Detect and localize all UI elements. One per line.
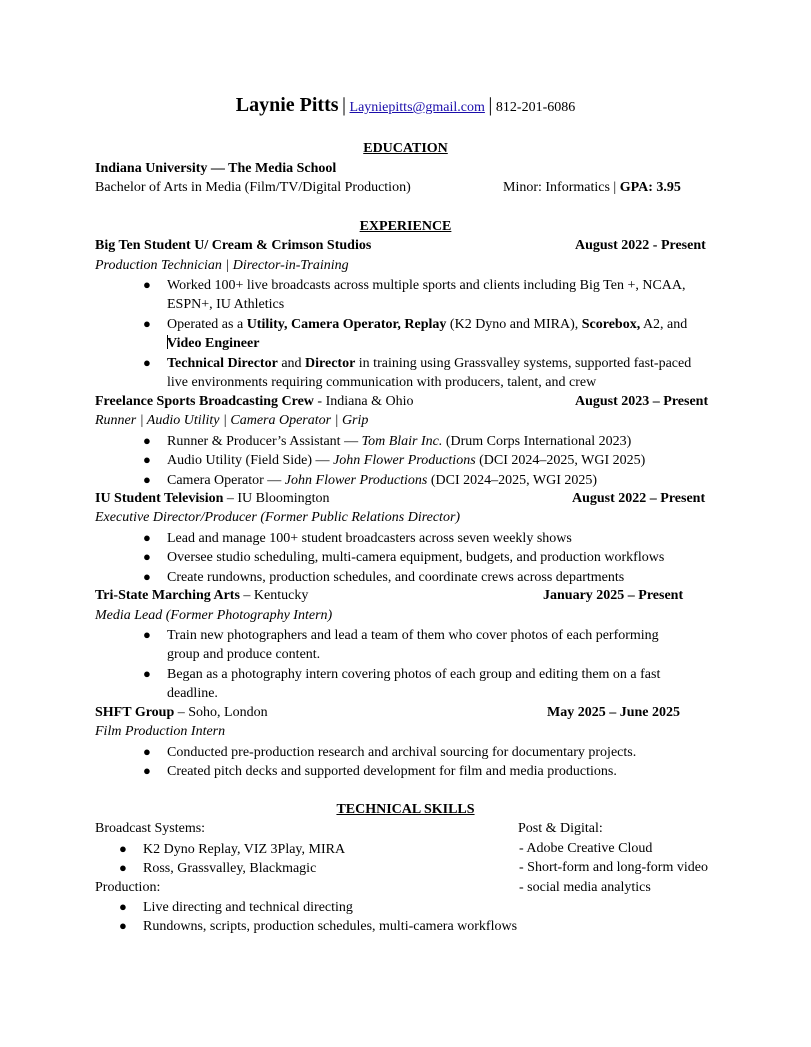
bullet-icon: ●	[143, 569, 151, 584]
text-run: A2, and	[640, 317, 688, 332]
text-run: Operated as a	[167, 317, 247, 332]
bullet-icon: ●	[143, 316, 151, 331]
text-run: Runner & Producer’s Assistant —	[167, 434, 362, 449]
broadcast-label: Broadcast Systems:	[95, 821, 206, 836]
job-date: August 2022 – Present	[572, 491, 706, 506]
text-run: SHFT Group	[95, 705, 175, 720]
job-bullet: Created pitch decks and supported development for film and media productions.	[167, 764, 617, 779]
production-label: Production:	[95, 880, 161, 895]
school-name: Indiana University — The Media School	[95, 161, 337, 176]
bullet-line	[167, 334, 687, 353]
job-role: Media Lead (Former Photography Intern)	[95, 608, 333, 623]
bullet-icon: ●	[143, 472, 151, 487]
text-run: in training using Grassvalley systems, supported fast-paced	[355, 356, 692, 371]
job-bullet	[167, 276, 686, 314]
skill-item: Rundowns, scripts, production schedules, multi-camera workflows	[143, 919, 518, 934]
skill-item: - social media analytics	[519, 880, 651, 895]
candidate-name: Laynie Pitts	[235, 94, 339, 116]
text-run: Director	[305, 356, 356, 371]
text-run: Utility, Camera Operator, Replay	[246, 317, 447, 332]
job-bullet	[167, 354, 691, 392]
skill-item: - Adobe Creative Cloud	[519, 841, 653, 856]
bullet-line: Train new photographers and lead a team of them who cover photos of each performing	[167, 628, 659, 643]
bullet-icon: ●	[143, 627, 151, 642]
job-date: January 2025 – Present	[543, 588, 684, 603]
text-run: Tom Blair Inc.	[361, 434, 443, 449]
text-run: (Drum Corps International 2023)	[442, 434, 632, 449]
minor: Minor: Informatics |	[503, 180, 620, 195]
job-date: August 2023 – Present	[575, 394, 709, 409]
job-bullet	[167, 315, 687, 353]
header-separator: |	[342, 94, 347, 116]
text-run: Audio Utility (Field Side) —	[167, 453, 334, 468]
gpa: GPA: 3.95	[619, 180, 681, 195]
job-location: – Kentucky	[239, 588, 309, 603]
text-run: and	[277, 356, 306, 371]
bullet-line	[167, 315, 687, 334]
text-run: Video Engineer	[167, 336, 260, 351]
job-bullet	[167, 432, 631, 451]
bullet-icon: ●	[143, 277, 151, 292]
text-run: Freelance Sports Broadcasting Crew	[95, 394, 314, 409]
bullet-icon: ●	[143, 355, 151, 370]
bullet-icon: ●	[143, 666, 151, 681]
job-org	[95, 393, 413, 411]
bullet-line: live environments requiring communication with producers, talent, and crew	[167, 375, 597, 390]
header-separator: |	[488, 94, 493, 116]
job-bullet	[167, 665, 660, 703]
text-run: Scorebox,	[581, 317, 641, 332]
job-role: Film Production Intern	[95, 724, 226, 739]
text-run: IU Student Television	[95, 491, 224, 506]
job-location: – IU Bloomington	[223, 491, 330, 506]
education-heading: EDUCATION	[363, 141, 448, 156]
job-org: Big Ten Student U/ Cream & Crimson Studios	[95, 238, 372, 253]
text-run: Technical Director	[167, 356, 278, 371]
text-run: Tri-State Marching Arts	[95, 588, 240, 603]
bullet-line	[167, 354, 691, 373]
bullet-icon: ●	[143, 549, 151, 564]
text-run: Camera Operator —	[167, 473, 285, 488]
text-run: (DCI 2024–2025, WGI 2025)	[475, 453, 646, 468]
skill-item: Ross, Grassvalley, Blackmagic	[143, 861, 317, 876]
bullet-line: ESPN+, IU Athletics	[167, 297, 285, 312]
degree: Bachelor of Arts in Media (Film/TV/Digital Production)	[95, 180, 411, 195]
job-org	[95, 704, 268, 722]
job-bullet: Oversee studio scheduling, multi-camera equipment, budgets, and production workflows	[167, 550, 665, 565]
experience-heading: EXPERIENCE	[359, 219, 452, 234]
bullet-icon: ●	[143, 530, 151, 545]
bullet-line: Began as a photography intern covering photos of each group and editing them on a fast	[167, 667, 661, 682]
job-role: Executive Director/Producer (Former Public Relations Director)	[95, 510, 461, 525]
job-bullet: Conducted pre-production research and archival sourcing for documentary projects.	[167, 745, 637, 760]
job-bullet: Create rundowns, production schedules, and coordinate crews across departments	[167, 570, 625, 585]
job-location: – Soho, London	[174, 705, 268, 720]
text-run: John Flower Productions	[284, 473, 428, 488]
job-bullet	[167, 451, 645, 470]
email-link[interactable]: Layniepitts@gmail.com	[349, 100, 485, 115]
job-org	[95, 587, 308, 605]
header	[0, 94, 811, 117]
bullet-icon: ●	[119, 860, 127, 875]
job-bullet	[167, 471, 597, 490]
bullet-line: deadline.	[167, 686, 218, 701]
bullet-icon: ●	[143, 452, 151, 467]
job-role: Production Technician | Director-in-Training	[95, 258, 349, 273]
skill-item: - Short-form and long-form video	[519, 860, 708, 875]
job-org	[95, 490, 330, 508]
bullet-line: Worked 100+ live broadcasts across multiple sports and clients including Big Ten +, NCAA,	[167, 278, 686, 293]
post-digital-label: Post & Digital:	[518, 821, 603, 836]
bullet-icon: ●	[119, 841, 127, 856]
bullet-icon: ●	[119, 918, 127, 933]
text-run: John Flower Productions	[333, 453, 476, 468]
job-role: Runner | Audio Utility | Camera Operator | Grip	[95, 413, 369, 428]
phone-number: 812-201-6086	[495, 100, 576, 115]
bullet-icon: ●	[119, 899, 127, 914]
skill-item: Live directing and technical directing	[143, 900, 353, 915]
minor-gpa	[503, 179, 681, 197]
job-date: August 2022 - Present	[575, 238, 706, 253]
bullet-icon: ●	[143, 433, 151, 448]
bullet-line: group and produce content.	[167, 647, 321, 662]
job-bullet	[167, 626, 659, 664]
skill-item: K2 Dyno Replay, VIZ 3Play, MIRA	[143, 842, 346, 857]
job-date: May 2025 – June 2025	[547, 705, 680, 720]
bullet-icon: ●	[143, 744, 151, 759]
text-run: (K2 Dyno and MIRA),	[446, 317, 582, 332]
job-location: - Indiana & Ohio	[313, 394, 414, 409]
text-run: (DCI 2024–2025, WGI 2025)	[427, 473, 598, 488]
skills-heading: TECHNICAL SKILLS	[336, 802, 475, 817]
bullet-icon: ●	[143, 763, 151, 778]
job-bullet: Lead and manage 100+ student broadcasters across seven weekly shows	[167, 531, 572, 546]
